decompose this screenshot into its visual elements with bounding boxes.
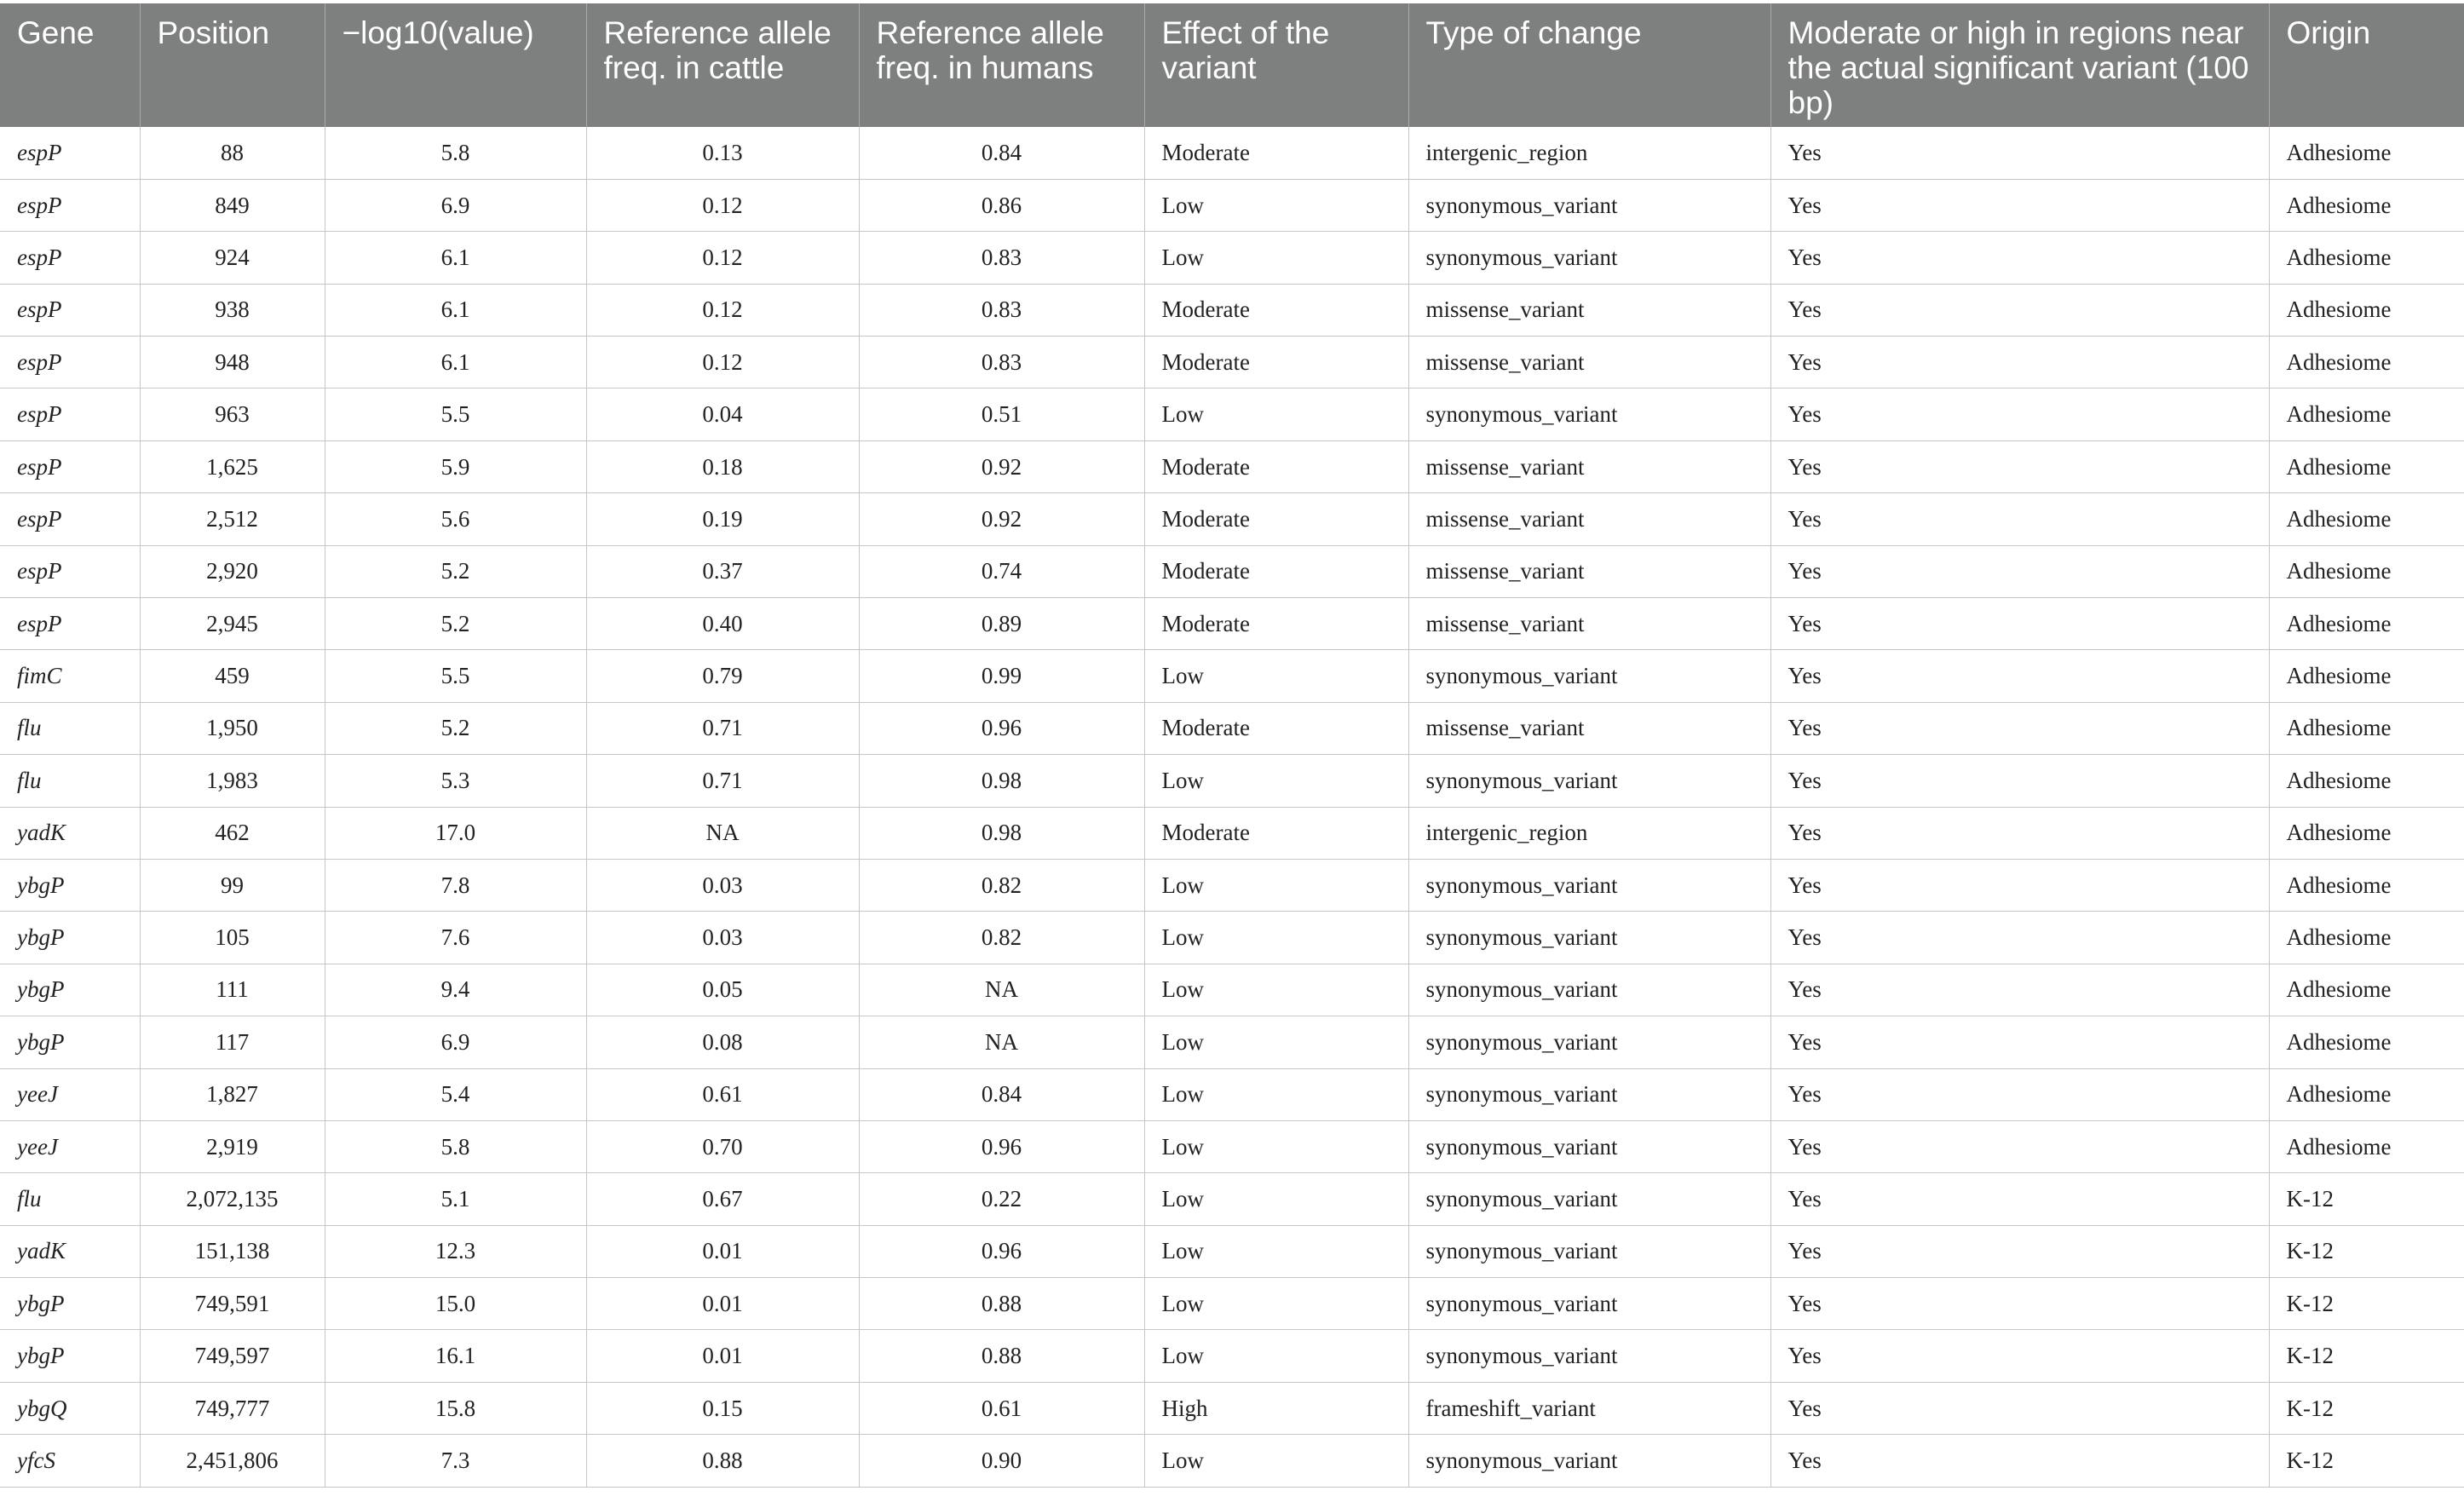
table-row — [0, 284, 2464, 336]
cell-ref-freq-cattle: 0.05 — [586, 964, 859, 1016]
table-body — [0, 127, 2464, 1487]
cell-gene: ybgP — [0, 1278, 140, 1330]
cell-position: 938 — [140, 284, 325, 336]
header-position: Position — [140, 3, 325, 127]
cell-origin: Adhesiome — [2269, 545, 2464, 597]
cell-effect: Low — [1144, 755, 1408, 807]
cell-ref-freq-humans: 0.90 — [859, 1435, 1144, 1487]
cell-type-of-change: synonymous_variant — [1408, 859, 1770, 911]
cell-type-of-change: synonymous_variant — [1408, 1173, 1770, 1225]
cell-type-of-change: missense_variant — [1408, 493, 1770, 545]
table-row — [0, 440, 2464, 492]
cell-moderate-or-high-nearby: Yes — [1770, 232, 2269, 284]
cell-ref-freq-cattle: 0.37 — [586, 545, 859, 597]
table-header — [0, 3, 2464, 127]
cell-gene: yadK — [0, 807, 140, 859]
cell-neg-log10-value: 5.8 — [325, 1120, 586, 1172]
cell-neg-log10-value: 9.4 — [325, 964, 586, 1016]
cell-neg-log10-value: 16.1 — [325, 1330, 586, 1382]
cell-neg-log10-value: 5.3 — [325, 755, 586, 807]
cell-ref-freq-cattle: 0.12 — [586, 179, 859, 231]
cell-neg-log10-value: 6.9 — [325, 1016, 586, 1068]
cell-moderate-or-high-nearby: Yes — [1770, 755, 2269, 807]
cell-moderate-or-high-nearby: Yes — [1770, 284, 2269, 336]
cell-ref-freq-humans: 0.83 — [859, 232, 1144, 284]
cell-origin: Adhesiome — [2269, 440, 2464, 492]
table-row — [0, 859, 2464, 911]
cell-gene: flu — [0, 702, 140, 754]
cell-type-of-change: synonymous_variant — [1408, 650, 1770, 702]
cell-ref-freq-humans: 0.83 — [859, 284, 1144, 336]
cell-type-of-change: synonymous_variant — [1408, 755, 1770, 807]
cell-moderate-or-high-nearby: Yes — [1770, 1120, 2269, 1172]
header-ref-allele-freq-cattle: Reference allele freq. in cattle — [586, 3, 859, 127]
cell-moderate-or-high-nearby: Yes — [1770, 493, 2269, 545]
cell-ref-freq-cattle: 0.03 — [586, 912, 859, 964]
table-row — [0, 232, 2464, 284]
cell-moderate-or-high-nearby: Yes — [1770, 179, 2269, 231]
cell-ref-freq-humans: 0.96 — [859, 1120, 1144, 1172]
cell-neg-log10-value: 5.9 — [325, 440, 586, 492]
cell-ref-freq-humans: 0.86 — [859, 179, 1144, 231]
cell-gene: flu — [0, 1173, 140, 1225]
cell-ref-freq-humans: 0.51 — [859, 389, 1144, 440]
cell-moderate-or-high-nearby: Yes — [1770, 1068, 2269, 1120]
cell-ref-freq-cattle: 0.79 — [586, 650, 859, 702]
cell-effect: Low — [1144, 1120, 1408, 1172]
header-gene: Gene — [0, 3, 140, 127]
cell-position: 459 — [140, 650, 325, 702]
cell-effect: Low — [1144, 1068, 1408, 1120]
cell-position: 749,597 — [140, 1330, 325, 1382]
cell-ref-freq-cattle: NA — [586, 807, 859, 859]
cell-neg-log10-value: 5.4 — [325, 1068, 586, 1120]
table-row — [0, 1435, 2464, 1487]
cell-origin: K-12 — [2269, 1225, 2464, 1277]
cell-gene: espP — [0, 440, 140, 492]
cell-moderate-or-high-nearby: Yes — [1770, 337, 2269, 389]
header-row — [0, 3, 2464, 127]
cell-effect: Low — [1144, 1278, 1408, 1330]
table-row — [0, 1278, 2464, 1330]
cell-position: 1,827 — [140, 1068, 325, 1120]
cell-origin: Adhesiome — [2269, 493, 2464, 545]
cell-type-of-change: intergenic_region — [1408, 127, 1770, 179]
cell-ref-freq-humans: 0.84 — [859, 127, 1144, 179]
cell-ref-freq-cattle: 0.71 — [586, 702, 859, 754]
cell-origin: K-12 — [2269, 1173, 2464, 1225]
table-row — [0, 545, 2464, 597]
cell-gene: ybgP — [0, 912, 140, 964]
table-row — [0, 127, 2464, 179]
cell-position: 462 — [140, 807, 325, 859]
cell-ref-freq-humans: 0.82 — [859, 859, 1144, 911]
cell-ref-freq-humans: 0.96 — [859, 1225, 1144, 1277]
cell-ref-freq-cattle: 0.12 — [586, 337, 859, 389]
cell-origin: Adhesiome — [2269, 912, 2464, 964]
cell-origin: Adhesiome — [2269, 1068, 2464, 1120]
cell-origin: Adhesiome — [2269, 755, 2464, 807]
table-row — [0, 964, 2464, 1016]
cell-effect: Moderate — [1144, 127, 1408, 179]
cell-ref-freq-cattle: 0.18 — [586, 440, 859, 492]
table-row — [0, 702, 2464, 754]
table-row — [0, 179, 2464, 231]
cell-ref-freq-humans: 0.74 — [859, 545, 1144, 597]
table-row — [0, 389, 2464, 440]
cell-position: 749,591 — [140, 1278, 325, 1330]
cell-effect: Moderate — [1144, 284, 1408, 336]
cell-neg-log10-value: 5.2 — [325, 702, 586, 754]
cell-position: 749,777 — [140, 1382, 325, 1434]
cell-effect: Low — [1144, 389, 1408, 440]
cell-ref-freq-cattle: 0.88 — [586, 1435, 859, 1487]
cell-ref-freq-humans: 0.98 — [859, 755, 1144, 807]
cell-origin: Adhesiome — [2269, 598, 2464, 650]
cell-ref-freq-humans: NA — [859, 964, 1144, 1016]
cell-type-of-change: synonymous_variant — [1408, 1330, 1770, 1382]
cell-position: 88 — [140, 127, 325, 179]
cell-type-of-change: synonymous_variant — [1408, 1435, 1770, 1487]
table-row — [0, 337, 2464, 389]
cell-ref-freq-humans: NA — [859, 1016, 1144, 1068]
cell-moderate-or-high-nearby: Yes — [1770, 1435, 2269, 1487]
cell-effect: Low — [1144, 912, 1408, 964]
cell-type-of-change: missense_variant — [1408, 337, 1770, 389]
cell-moderate-or-high-nearby: Yes — [1770, 1330, 2269, 1382]
header-effect-of-variant: Effect of the variant — [1144, 3, 1408, 127]
cell-origin: Adhesiome — [2269, 179, 2464, 231]
cell-position: 2,945 — [140, 598, 325, 650]
cell-position: 2,072,135 — [140, 1173, 325, 1225]
cell-gene: espP — [0, 179, 140, 231]
cell-position: 948 — [140, 337, 325, 389]
cell-type-of-change: missense_variant — [1408, 545, 1770, 597]
cell-effect: Moderate — [1144, 598, 1408, 650]
cell-ref-freq-humans: 0.82 — [859, 912, 1144, 964]
cell-type-of-change: synonymous_variant — [1408, 1068, 1770, 1120]
cell-effect: Low — [1144, 1016, 1408, 1068]
cell-gene: espP — [0, 127, 140, 179]
cell-type-of-change: synonymous_variant — [1408, 232, 1770, 284]
cell-ref-freq-cattle: 0.01 — [586, 1278, 859, 1330]
cell-origin: Adhesiome — [2269, 859, 2464, 911]
cell-ref-freq-humans: 0.99 — [859, 650, 1144, 702]
cell-effect: Moderate — [1144, 493, 1408, 545]
cell-gene: yeeJ — [0, 1120, 140, 1172]
cell-moderate-or-high-nearby: Yes — [1770, 702, 2269, 754]
cell-neg-log10-value: 15.8 — [325, 1382, 586, 1434]
cell-type-of-change: missense_variant — [1408, 440, 1770, 492]
cell-moderate-or-high-nearby: Yes — [1770, 127, 2269, 179]
cell-origin: Adhesiome — [2269, 127, 2464, 179]
cell-ref-freq-humans: 0.22 — [859, 1173, 1144, 1225]
cell-neg-log10-value: 6.9 — [325, 179, 586, 231]
cell-ref-freq-cattle: 0.40 — [586, 598, 859, 650]
header-origin: Origin — [2269, 3, 2464, 127]
cell-position: 2,919 — [140, 1120, 325, 1172]
cell-origin: Adhesiome — [2269, 284, 2464, 336]
cell-moderate-or-high-nearby: Yes — [1770, 440, 2269, 492]
table-row — [0, 1016, 2464, 1068]
table-row — [0, 807, 2464, 859]
cell-neg-log10-value: 6.1 — [325, 232, 586, 284]
cell-ref-freq-humans: 0.98 — [859, 807, 1144, 859]
cell-gene: flu — [0, 755, 140, 807]
cell-position: 1,625 — [140, 440, 325, 492]
cell-moderate-or-high-nearby: Yes — [1770, 1016, 2269, 1068]
cell-effect: Low — [1144, 1173, 1408, 1225]
table-row — [0, 1120, 2464, 1172]
header-ref-allele-freq-humans: Reference allele freq. in humans — [859, 3, 1144, 127]
cell-moderate-or-high-nearby: Yes — [1770, 1225, 2269, 1277]
cell-moderate-or-high-nearby: Yes — [1770, 389, 2269, 440]
cell-origin: K-12 — [2269, 1330, 2464, 1382]
cell-origin: Adhesiome — [2269, 807, 2464, 859]
cell-type-of-change: synonymous_variant — [1408, 1225, 1770, 1277]
cell-neg-log10-value: 6.1 — [325, 284, 586, 336]
cell-position: 2,512 — [140, 493, 325, 545]
cell-ref-freq-cattle: 0.04 — [586, 389, 859, 440]
cell-ref-freq-humans: 0.92 — [859, 440, 1144, 492]
cell-origin: Adhesiome — [2269, 964, 2464, 1016]
cell-gene: ybgP — [0, 1016, 140, 1068]
header-moderate-or-high-nearby: Moderate or high in regions near the actual significant variant (100 bp) — [1770, 3, 2269, 127]
cell-position: 924 — [140, 232, 325, 284]
table-row — [0, 650, 2464, 702]
cell-neg-log10-value: 5.6 — [325, 493, 586, 545]
variant-table — [0, 3, 2464, 1488]
cell-type-of-change: synonymous_variant — [1408, 179, 1770, 231]
cell-neg-log10-value: 5.1 — [325, 1173, 586, 1225]
cell-type-of-change: synonymous_variant — [1408, 1278, 1770, 1330]
cell-ref-freq-cattle: 0.01 — [586, 1330, 859, 1382]
cell-type-of-change: synonymous_variant — [1408, 1016, 1770, 1068]
cell-ref-freq-humans: 0.61 — [859, 1382, 1144, 1434]
cell-origin: K-12 — [2269, 1278, 2464, 1330]
cell-origin: Adhesiome — [2269, 232, 2464, 284]
cell-gene: yeeJ — [0, 1068, 140, 1120]
cell-moderate-or-high-nearby: Yes — [1770, 964, 2269, 1016]
cell-neg-log10-value: 7.3 — [325, 1435, 586, 1487]
cell-ref-freq-cattle: 0.15 — [586, 1382, 859, 1434]
cell-effect: Low — [1144, 1225, 1408, 1277]
cell-gene: espP — [0, 337, 140, 389]
cell-position: 963 — [140, 389, 325, 440]
cell-ref-freq-cattle: 0.67 — [586, 1173, 859, 1225]
cell-effect: Moderate — [1144, 702, 1408, 754]
cell-effect: Low — [1144, 964, 1408, 1016]
cell-gene: espP — [0, 493, 140, 545]
cell-neg-log10-value: 7.8 — [325, 859, 586, 911]
cell-origin: Adhesiome — [2269, 1016, 2464, 1068]
cell-gene: espP — [0, 284, 140, 336]
cell-effect: Moderate — [1144, 545, 1408, 597]
table-row — [0, 1330, 2464, 1382]
cell-effect: Low — [1144, 650, 1408, 702]
cell-neg-log10-value: 17.0 — [325, 807, 586, 859]
cell-effect: Low — [1144, 232, 1408, 284]
cell-moderate-or-high-nearby: Yes — [1770, 598, 2269, 650]
cell-neg-log10-value: 5.2 — [325, 545, 586, 597]
cell-effect: High — [1144, 1382, 1408, 1434]
cell-position: 99 — [140, 859, 325, 911]
cell-moderate-or-high-nearby: Yes — [1770, 912, 2269, 964]
table-row — [0, 1225, 2464, 1277]
cell-position: 111 — [140, 964, 325, 1016]
cell-origin: K-12 — [2269, 1435, 2464, 1487]
cell-ref-freq-humans: 0.92 — [859, 493, 1144, 545]
cell-gene: espP — [0, 232, 140, 284]
cell-neg-log10-value: 5.5 — [325, 650, 586, 702]
cell-effect: Low — [1144, 179, 1408, 231]
cell-position: 2,920 — [140, 545, 325, 597]
cell-type-of-change: frameshift_variant — [1408, 1382, 1770, 1434]
cell-origin: Adhesiome — [2269, 337, 2464, 389]
cell-type-of-change: intergenic_region — [1408, 807, 1770, 859]
table-row — [0, 912, 2464, 964]
cell-type-of-change: synonymous_variant — [1408, 912, 1770, 964]
cell-origin: Adhesiome — [2269, 1120, 2464, 1172]
cell-type-of-change: missense_variant — [1408, 702, 1770, 754]
cell-moderate-or-high-nearby: Yes — [1770, 1173, 2269, 1225]
header-neg-log10-value: −log10(value) — [325, 3, 586, 127]
cell-origin: Adhesiome — [2269, 650, 2464, 702]
cell-effect: Moderate — [1144, 337, 1408, 389]
cell-moderate-or-high-nearby: Yes — [1770, 650, 2269, 702]
cell-neg-log10-value: 15.0 — [325, 1278, 586, 1330]
cell-position: 151,138 — [140, 1225, 325, 1277]
cell-gene: espP — [0, 389, 140, 440]
cell-moderate-or-high-nearby: Yes — [1770, 859, 2269, 911]
cell-type-of-change: synonymous_variant — [1408, 389, 1770, 440]
cell-moderate-or-high-nearby: Yes — [1770, 807, 2269, 859]
cell-position: 1,983 — [140, 755, 325, 807]
cell-position: 1,950 — [140, 702, 325, 754]
variant-table-container — [0, 3, 2464, 1488]
cell-gene: yadK — [0, 1225, 140, 1277]
cell-ref-freq-cattle: 0.08 — [586, 1016, 859, 1068]
cell-ref-freq-cattle: 0.70 — [586, 1120, 859, 1172]
cell-type-of-change: synonymous_variant — [1408, 1120, 1770, 1172]
cell-origin: Adhesiome — [2269, 389, 2464, 440]
cell-ref-freq-cattle: 0.61 — [586, 1068, 859, 1120]
cell-effect: Moderate — [1144, 807, 1408, 859]
cell-neg-log10-value: 5.2 — [325, 598, 586, 650]
cell-moderate-or-high-nearby: Yes — [1770, 1278, 2269, 1330]
table-row — [0, 493, 2464, 545]
cell-ref-freq-cattle: 0.13 — [586, 127, 859, 179]
cell-ref-freq-cattle: 0.12 — [586, 232, 859, 284]
table-row — [0, 598, 2464, 650]
table-row — [0, 1068, 2464, 1120]
cell-gene: fimC — [0, 650, 140, 702]
cell-gene: espP — [0, 545, 140, 597]
cell-type-of-change: synonymous_variant — [1408, 964, 1770, 1016]
cell-position: 105 — [140, 912, 325, 964]
cell-gene: ybgP — [0, 859, 140, 911]
cell-gene: ybgP — [0, 1330, 140, 1382]
cell-neg-log10-value: 5.8 — [325, 127, 586, 179]
cell-neg-log10-value: 12.3 — [325, 1225, 586, 1277]
cell-ref-freq-humans: 0.83 — [859, 337, 1144, 389]
cell-ref-freq-humans: 0.89 — [859, 598, 1144, 650]
cell-neg-log10-value: 6.1 — [325, 337, 586, 389]
cell-ref-freq-humans: 0.88 — [859, 1330, 1144, 1382]
cell-type-of-change: missense_variant — [1408, 598, 1770, 650]
cell-position: 849 — [140, 179, 325, 231]
cell-neg-log10-value: 5.5 — [325, 389, 586, 440]
cell-ref-freq-cattle: 0.19 — [586, 493, 859, 545]
table-row — [0, 1173, 2464, 1225]
cell-position: 117 — [140, 1016, 325, 1068]
cell-ref-freq-humans: 0.88 — [859, 1278, 1144, 1330]
cell-effect: Low — [1144, 859, 1408, 911]
cell-effect: Low — [1144, 1330, 1408, 1382]
cell-neg-log10-value: 7.6 — [325, 912, 586, 964]
cell-moderate-or-high-nearby: Yes — [1770, 1382, 2269, 1434]
cell-effect: Moderate — [1144, 440, 1408, 492]
cell-ref-freq-humans: 0.84 — [859, 1068, 1144, 1120]
cell-moderate-or-high-nearby: Yes — [1770, 545, 2269, 597]
header-type-of-change: Type of change — [1408, 3, 1770, 127]
cell-ref-freq-humans: 0.96 — [859, 702, 1144, 754]
cell-effect: Low — [1144, 1435, 1408, 1487]
table-row — [0, 1382, 2464, 1434]
cell-position: 2,451,806 — [140, 1435, 325, 1487]
cell-gene: yfcS — [0, 1435, 140, 1487]
cell-type-of-change: missense_variant — [1408, 284, 1770, 336]
cell-gene: ybgP — [0, 964, 140, 1016]
cell-ref-freq-cattle: 0.03 — [586, 859, 859, 911]
cell-gene: ybgQ — [0, 1382, 140, 1434]
cell-origin: Adhesiome — [2269, 702, 2464, 754]
cell-origin: K-12 — [2269, 1382, 2464, 1434]
cell-ref-freq-cattle: 0.12 — [586, 284, 859, 336]
cell-ref-freq-cattle: 0.71 — [586, 755, 859, 807]
cell-ref-freq-cattle: 0.01 — [586, 1225, 859, 1277]
table-row — [0, 755, 2464, 807]
cell-gene: espP — [0, 598, 140, 650]
